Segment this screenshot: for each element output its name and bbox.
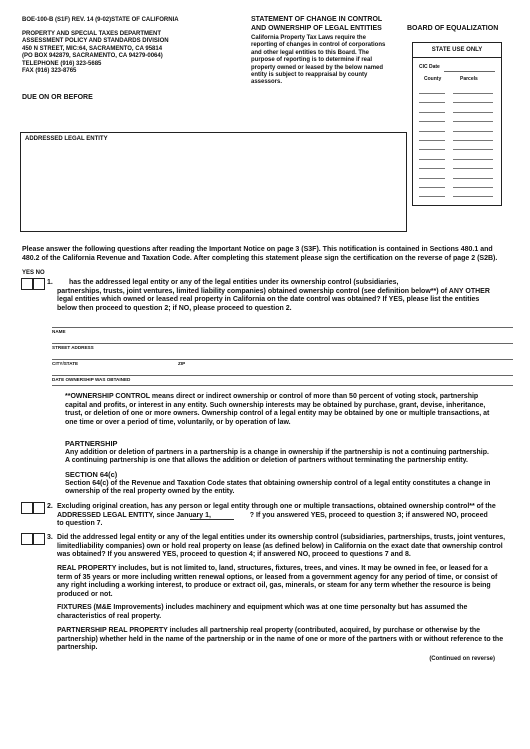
address-line: FAX (916) 323-8765 [22, 68, 77, 75]
form-title [251, 16, 382, 33]
form-number: BOE-100-B (S1F) REV. 14 (9-02) [22, 17, 112, 23]
street-label: STREET ADDRESS [52, 345, 94, 350]
continued-note: (Continued on reverse) [429, 656, 495, 662]
definition-line: **OWNERSHIP CONTROL means direct or indirect ownership or control of more than 50 percent of voting stock, partnership [65, 393, 479, 400]
intro-line: entity is subject to reappraisal by county [251, 72, 368, 79]
parcels-column-label: Parcels [460, 76, 478, 82]
cic-date-field[interactable] [444, 71, 495, 72]
partnership-real-property-definition [57, 627, 503, 653]
parcels-entry-line[interactable] [453, 178, 493, 179]
address-line: TELEPHONE (916) 323-5685 [22, 60, 102, 67]
rule [52, 385, 513, 386]
q3-line: Did the addressed legal entity or any of the legal entities under its ownership control (subsidiaries, partnerships, trusts, joint ventures, [57, 534, 506, 541]
divider [413, 57, 501, 58]
intro-line: reporting of changes in control of corporations [251, 42, 386, 49]
definition-line: any right including a working interest, to produce or extract oil, gas, minerals, or steam for any term whether the resource is being [57, 582, 491, 590]
zip-label: ZIP [178, 361, 186, 366]
q1-no-checkbox[interactable] [33, 278, 45, 290]
parcels-entry-line[interactable] [453, 102, 493, 103]
q2-number: 2. [47, 503, 53, 510]
q2-line: ADDRESSED LEGAL ENTITY, since January 1, ? If you answered YES, proceed to question 3; if answered NO, proceed [57, 511, 488, 519]
q3-yes-checkbox[interactable] [21, 533, 33, 545]
q1-line: partnerships, trusts, joint ventures, limited liability companies) obtained ownership control (see definition below**) of ANY OTHER [57, 287, 490, 295]
q2-year-field[interactable] [190, 519, 234, 520]
q1-line: below then proceed to question 2; if NO, please proceed to question 2. [57, 304, 292, 312]
q3-no-checkbox[interactable] [33, 533, 45, 545]
question-3 [57, 534, 505, 560]
county-entry-line[interactable] [419, 168, 445, 169]
parcels-entry-line[interactable] [453, 112, 493, 113]
yes-no-label: YES NO [22, 270, 45, 276]
address-line: ASSESSMENT POLICY AND STANDARDS DIVISION [22, 38, 169, 45]
intro-text [251, 35, 385, 87]
parcels-entry-line[interactable] [453, 121, 493, 122]
definition-line: trust, or deletion of one or more owners. Ownership control of a legal entity may be obtained by one or multiple transactions, at [65, 410, 490, 418]
parcels-entry-line[interactable] [453, 196, 493, 197]
definition-line: FIXTURES (M&E Improvements) includes machinery and equipment which was at one time personalty but has assumed the [57, 604, 468, 611]
name-label: NAME [52, 329, 66, 334]
q1-number: 1. [47, 279, 53, 286]
state-use-box [412, 42, 502, 206]
street-address-field[interactable] [52, 344, 513, 358]
q3-number: 3. [47, 534, 53, 541]
definition-line: Section 64(c) of the Revenue and Taxation Code states that obtaining ownership control of a legal entity constitutes a change in [65, 479, 491, 487]
fixtures-definition [57, 604, 467, 621]
city-state-field[interactable] [52, 360, 513, 374]
county-entry-line[interactable] [419, 196, 445, 197]
definition-line: produced or not. [57, 590, 113, 598]
county-column-label: County [424, 76, 442, 82]
county-entry-line[interactable] [419, 93, 445, 94]
due-date-label: DUE ON OR BEFORE [22, 94, 93, 101]
county-entry-line[interactable] [419, 102, 445, 103]
intro-line: and other legal entities to this Board. The [251, 49, 370, 56]
q1-line: has the addressed legal entity or any of the legal entities under its ownership control (subsidiaries, [69, 279, 399, 286]
county-entry-line[interactable] [419, 178, 445, 179]
parcels-entry-line[interactable] [453, 187, 493, 188]
definition-line: PARTNERSHIP REAL PROPERTY includes all partnership real property (contributed, acquired, by purchase or otherwise by the [57, 627, 481, 634]
definition-line: A continuing partnership is one that allows the addition or deletion of partners without terminating the partnership entity. [65, 457, 468, 465]
county-entry-line[interactable] [419, 159, 445, 160]
title-line: AND OWNERSHIP OF LEGAL ENTITIES [251, 24, 382, 32]
partnership-heading: PARTNERSHIP [65, 439, 118, 448]
address-line: PROPERTY AND SPECIAL TAXES DEPARTMENT [22, 31, 162, 37]
date-obtained-field[interactable] [52, 376, 513, 385]
q2-line: Excluding original creation, has any person or legal entity through one or multiple transactions, obtained ownership control** of the [57, 503, 496, 510]
section-heading: SECTION 64(c) [65, 470, 118, 479]
question-2 [57, 503, 496, 529]
address-line: 450 N STREET, MIC:64, SACRAMENTO, CA 95814 [22, 45, 163, 52]
intro-line: purpose of reporting is to determine if real [251, 57, 373, 64]
definition-line: Any addition or deletion of partners in a partnership is a change in ownership if the partnership is not a continuing partnership. [65, 448, 489, 456]
county-entry-line[interactable] [419, 121, 445, 122]
entity-fields [52, 321, 513, 385]
department-address [22, 31, 169, 75]
city-state-label: CITY/STATE [52, 361, 79, 366]
q2-line: to question 7. [57, 520, 103, 528]
parcels-entry-line[interactable] [453, 168, 493, 169]
q3-line: was obtained? If you answered YES, proceed to question 4; if answered NO, proceed to questions 7 and 8. [57, 551, 411, 559]
county-entry-line[interactable] [419, 187, 445, 188]
county-entry-line[interactable] [419, 131, 445, 132]
intro-line: property owned or leased by the below named [251, 64, 384, 71]
definition-line: one time or over a period of time, voluntarily, or by operation of law. [65, 418, 291, 426]
parcels-entry-line[interactable] [453, 149, 493, 150]
definition-line: ownership of the real property owned by the entity. [65, 488, 235, 496]
intro-line: California Property Tax Laws require the [251, 35, 366, 41]
address-line: (PO BOX 942879, SACRAMENTO, CA 94279-0064) [22, 53, 163, 60]
definition-line: term of 35 years or more including written renewal options, or leased from a government agency for any period of time, or consist of [57, 573, 498, 581]
name-field[interactable] [52, 328, 513, 342]
state-label: STATE OF CALIFORNIA [111, 17, 179, 23]
cic-date-label: CIC Date [419, 64, 440, 70]
agency-name: BOARD OF EQUALIZATION [407, 25, 499, 32]
q3-line: limitedliability companies) own or hold real property on lease (as defined below) in California on the exact date that ownership control [57, 542, 503, 550]
instructions [22, 246, 497, 263]
definition-line: REAL PROPERTY includes, but is not limited to, land, structures, fixtures, trees, and vines. It may be owned in fee, or leased for a [57, 565, 488, 572]
q1-yes-checkbox[interactable] [21, 278, 33, 290]
q2-no-checkbox[interactable] [33, 502, 45, 514]
county-entry-line[interactable] [419, 140, 445, 141]
definition-line: partnership. [57, 644, 98, 652]
form-id [22, 17, 179, 24]
definition-line: partnership) whether held in the name of the partnership or in the name of one or more of the partners with or without reference to the [57, 635, 504, 643]
parcels-entry-line[interactable] [453, 140, 493, 141]
addressed-legal-entity-box[interactable] [20, 132, 407, 232]
parcels-entry-line[interactable] [453, 93, 493, 94]
partnership-definition [65, 440, 489, 466]
county-entry-line[interactable] [419, 149, 445, 150]
instruction-line: Please answer the following questions after reading the Important Notice on page 3 (S3F). This notification is contained in Sections 480.1 and [22, 246, 493, 253]
real-property-definition [57, 565, 497, 599]
date-obtained-label: DATE OWNERSHIP WAS OBTAINED [52, 377, 131, 382]
q2-yes-checkbox[interactable] [21, 502, 33, 514]
parcels-entry-line[interactable] [453, 159, 493, 160]
title-line: STATEMENT OF CHANGE IN CONTROL [251, 16, 383, 23]
instruction-line: 480.2 of the California Revenue and Taxation Code. After completing this statement please sign the certification on the reverse of page 2 (S2B). [22, 254, 498, 262]
definition-line: capital and profits, or interest in any entity. Such ownership interests may be obtained by purchase, grant, devise, inheritance, [65, 401, 486, 409]
definition-line: characteristics of real property. [57, 612, 162, 620]
ownership-control-definition [65, 393, 489, 427]
entity-box-label: ADDRESSED LEGAL ENTITY [25, 136, 108, 142]
parcels-entry-line[interactable] [453, 131, 493, 132]
state-use-title: STATE USE ONLY [431, 47, 483, 53]
intro-line: assessors. [251, 79, 283, 86]
section-64c-definition [65, 471, 490, 497]
q1-line: legal entities which owned or leased real property in California on the date control was obtained? If YES, please list the entities [57, 296, 480, 304]
county-entry-line[interactable] [419, 112, 445, 113]
